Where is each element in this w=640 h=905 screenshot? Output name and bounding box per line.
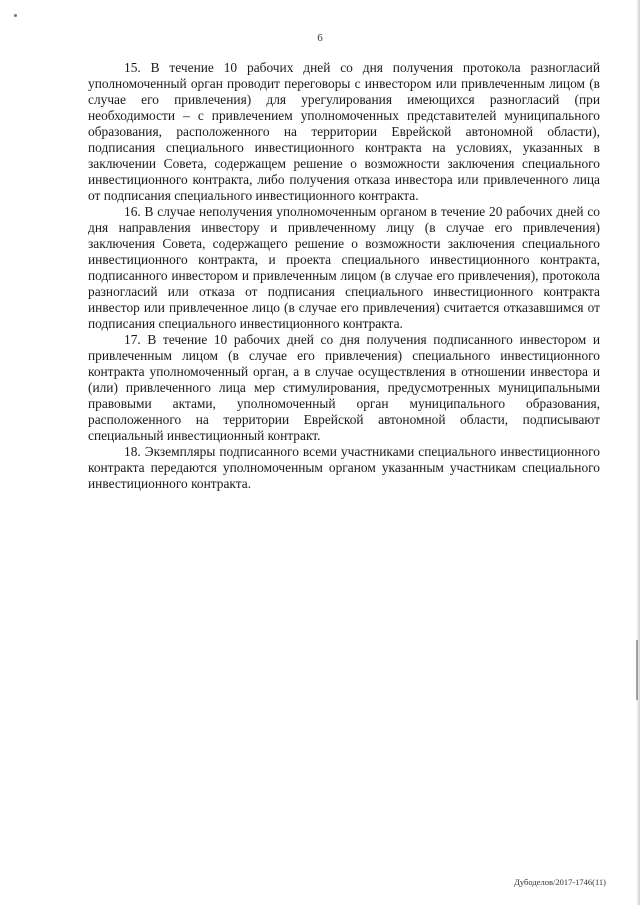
paragraph-16: 16. В случае неполучения уполномоченным органом в течение 20 рабочих дней со дня направления инвестору и привлеченному лицу (в случае его привлечения) заключения Совета, содержащего решение о возможности заключения специального инвестиционного контракта, и проекта специального инвестиционного контракта, подписанного инвестором и привлеченным лицом (в случае его привлечения), протокола разногласий или отказа от подписания специального инвестиционного контракта инвестор или привлеченное лицо (в случае его привлечения) считается отказавшимся от подписания специального инвестиционного контракта. bbox=[88, 204, 600, 331]
document-footer-code: Дубоделов/2017-1746(11) bbox=[514, 877, 606, 887]
paragraph-17: 17. В течение 10 рабочих дней со дня получения подписанного инвестором и привлеченным лицом (в случае его привлечения) специального инвестиционного контракта уполномоченный орган, а в случае осуществления в отношении инвестора и (или) привлеченного лица мер стимулирования, предусмотренных муниципальными правовыми актами, уполномоченный орган муниципального образования, расположенного на территории Еврейской автономной области, подписывают специальный инвестиционный контракт. bbox=[88, 332, 600, 443]
scan-dot bbox=[14, 14, 17, 17]
scan-edge-shadow bbox=[636, 0, 640, 905]
document-body bbox=[88, 60, 600, 492]
paragraph-15: 15. В течение 10 рабочих дней со дня получения протокола разногласий уполномоченный орган проводит переговоры с инвестором или привлеченным лицом (в случае его привлечения) для урегулирования имеющихся разногласий (при необходимости – с привлечением уполномоченных представителей муниципального образования, расположенного на территории Еврейской автономной области), подписания специального инвестиционного контракта на условиях, указанных в заключении Совета, содержащем решение о возможности заключения специального инвестиционного контракта, либо получения отказа инвестора или привлеченного лица от подписания специального инвестиционного контракта. bbox=[88, 60, 600, 203]
scan-edge-mark bbox=[636, 640, 638, 700]
paragraph-18: 18. Экземпляры подписанного всеми участниками специального инвестиционного контракта передаются уполномоченным органом указанным участникам специального инвестиционного контракта. bbox=[88, 444, 600, 491]
page-number: 6 bbox=[317, 32, 323, 44]
